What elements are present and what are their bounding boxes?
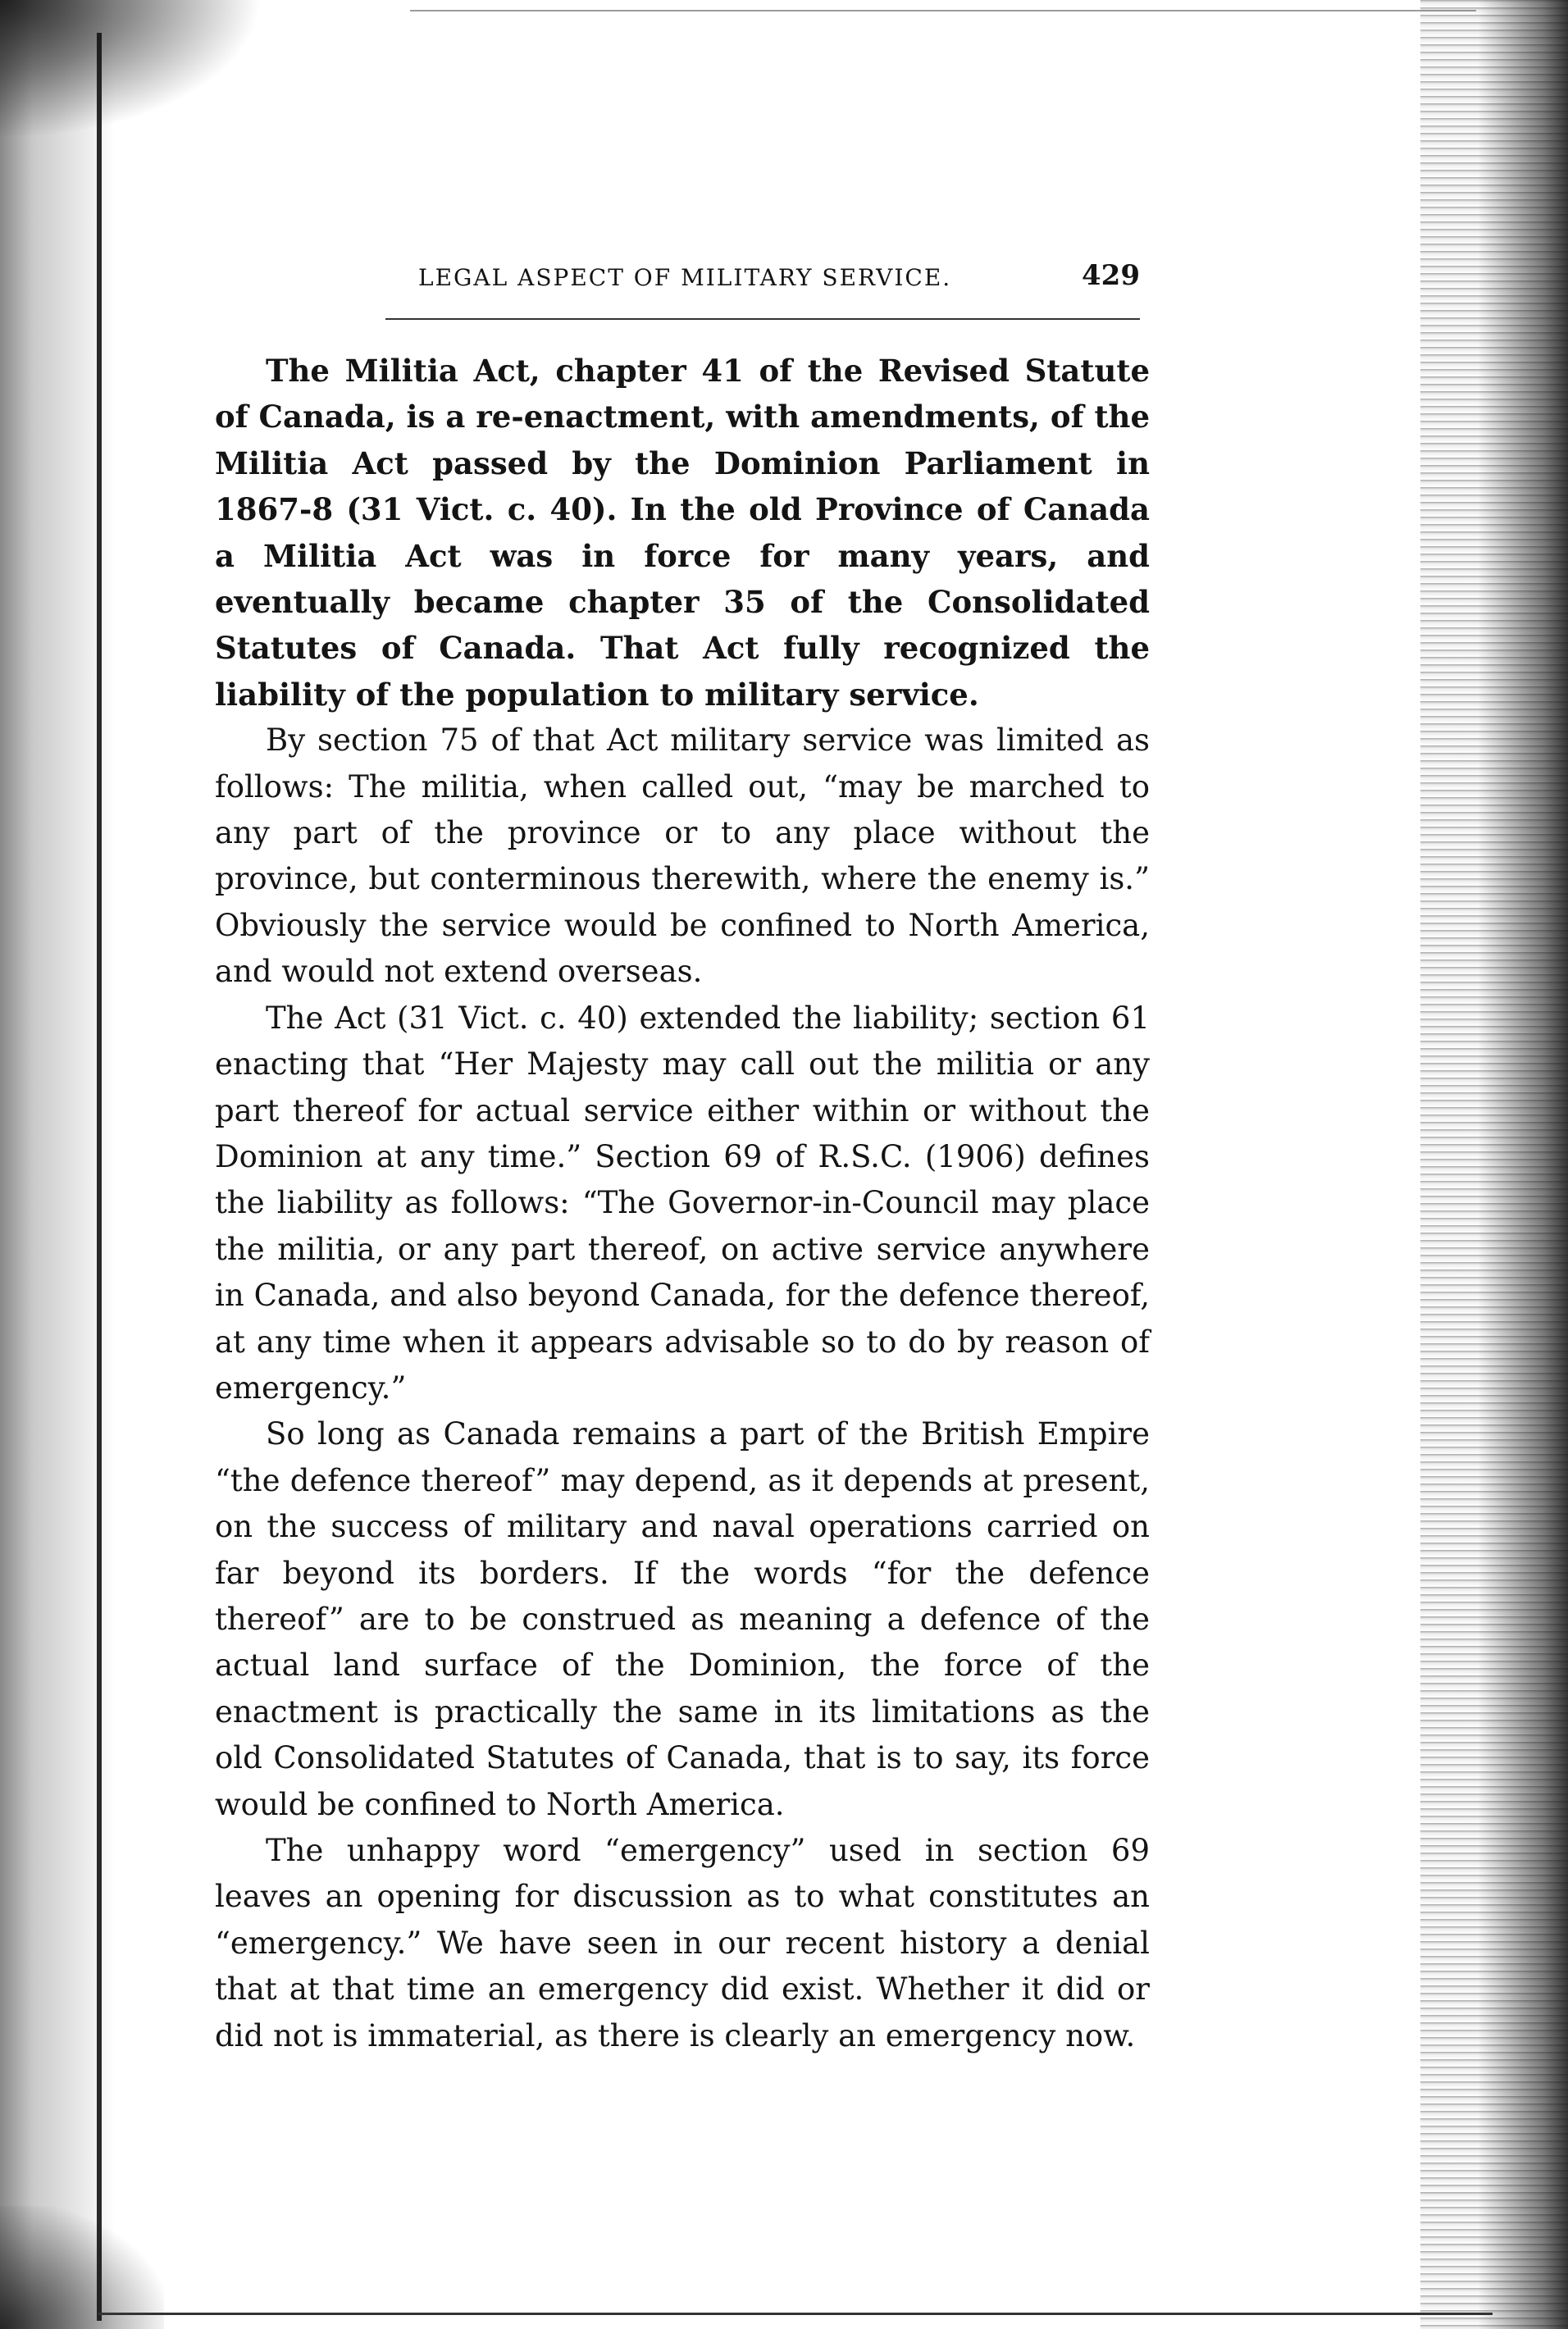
book-spine-edge xyxy=(97,33,102,2321)
scan-artifact-bottom-left xyxy=(0,2206,164,2329)
scan-shadow-left xyxy=(0,0,123,2329)
running-head: LEGAL ASPECT OF MILITARY SERVICE. xyxy=(418,264,952,291)
scan-shadow-right xyxy=(1478,0,1568,2329)
paragraph-4: So long as Canada remains a part of the British Empire “the defence thereof” may depend, as it depends at present, on the success of military and naval operations carried on far beyond its borders. If the words “for the defence thereof” are to be construed as meaning a defence of the actual land surface of the Dominion, the force of the enactment is practically the same in its limitations as the old Consolidated Statutes of Canada, that is to say, its force would be confined to North America. xyxy=(215,1416,1150,1822)
scan-edge-top xyxy=(410,10,1476,11)
header-rule xyxy=(385,318,1140,320)
scan-artifact-top-left xyxy=(0,0,262,139)
page-header xyxy=(385,259,1140,295)
scan-edge-bottom xyxy=(98,2313,1493,2315)
page-body xyxy=(215,348,1150,2059)
page-number: 429 xyxy=(1082,259,1140,292)
paragraph-1: The Militia Act, chapter 41 of the Revised Statute of Canada, is a re-enactment, with amendments, of the Militia Act passed by the Dominion Parliament in 1867-8 (31 Vict. c. 40). In the old Province of Canada a Militia Act was in force for many years, and eventually became chapter 35 of the Consolidated Statutes of Canada. That Act fully recognized the liability of the population to military service. xyxy=(215,353,1150,713)
paragraph-5: The unhappy word “emergency” used in section 69 leaves an opening for discussion as to what constitutes an “emergency.” We have seen in our recent history a denial that at that time an emergency did exist. Whether it did or did not is immaterial, as there is clearly an emergency now. xyxy=(215,1833,1150,2053)
paragraph-3: The Act (31 Vict. c. 40) extended the liability; section 61 enacting that “Her Majesty may call out the militia or any part thereof for actual service either within or without the Dominion at any time.” Section 69 of R.S.C. (1906) defines the liability as follows: “The Governor-in-Council may place the militia, or any part thereof, on active service anywhere in Canada, and also beyond Canada, for the defence thereof, at any time when it appears advisable so to do by reason of emergency.” xyxy=(215,1000,1150,1406)
paragraph-2: By section 75 of that Act military service was limited as follows: The militia, when called out, “may be marched to any part of the province or to any place without the province, but conterminous therewith, where the enemy is.” Obviously the service would be confined to North America, and would not extend overseas. xyxy=(215,722,1150,990)
